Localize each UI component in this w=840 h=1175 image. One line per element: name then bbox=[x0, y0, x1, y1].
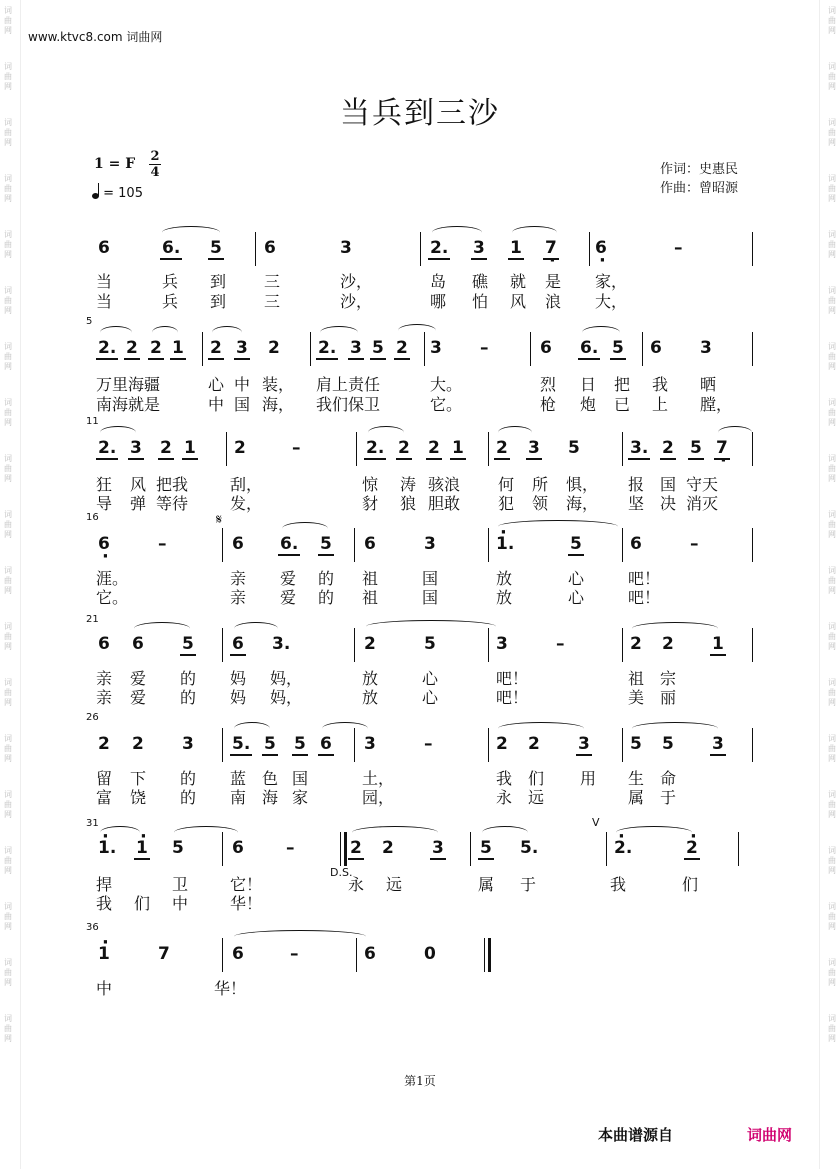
breath-mark: V bbox=[592, 816, 600, 829]
measure-number: 5 bbox=[86, 316, 93, 327]
measure-number: 11 bbox=[86, 416, 99, 427]
tempo-value: = 105 bbox=[103, 186, 143, 201]
side-watermark-left: 词 曲 网 词 曲 网 词 曲 网 词 曲 网 词 曲 网 词 曲 网 词 曲 网 词 曲 网 词 曲 网 词 曲 网 词 曲 网 词 曲 网 词 曲 网 词 曲 网 词 曲 网 词 曲 网 词 曲 网 词 曲 网 词 曲 网 bbox=[4, 6, 12, 1043]
footer-source: 本曲谱源自 bbox=[598, 1126, 674, 1144]
quarter-note-icon bbox=[92, 193, 99, 199]
measure-number: 21 bbox=[86, 614, 99, 625]
ds-mark: D.S. bbox=[330, 866, 353, 879]
page-number: 第1页 bbox=[404, 1074, 436, 1088]
footer-brand: 词曲网 bbox=[747, 1126, 793, 1144]
segno-icon: 𝄋 bbox=[216, 512, 223, 528]
side-watermark-right: 词 曲 网 词 曲 网 词 曲 网 词 曲 网 词 曲 网 词 曲 网 词 曲 网 词 曲 网 词 曲 网 词 曲 网 词 曲 网 词 曲 网 词 曲 网 词 曲 网 词 曲 网 词 曲 网 词 曲 网 词 曲 网 词 曲 网 bbox=[828, 6, 836, 1043]
credits bbox=[660, 160, 738, 198]
measure-number: 31 bbox=[86, 818, 99, 829]
tempo-mark bbox=[92, 186, 143, 201]
measure-number: 26 bbox=[86, 712, 99, 723]
right-border bbox=[819, 0, 820, 1169]
left-border bbox=[20, 0, 21, 1169]
time-signature bbox=[149, 150, 161, 179]
site-watermark: www.ktvc8.com 词曲网 bbox=[28, 30, 163, 44]
measure-number: 16 bbox=[86, 512, 99, 523]
measure-number: 36 bbox=[86, 922, 99, 933]
time-numerator: 2 bbox=[150, 149, 160, 164]
composer: 作曲：曾昭源 bbox=[660, 181, 739, 196]
song-title: 当兵到三沙 bbox=[340, 96, 500, 131]
key-signature: 1 = F bbox=[94, 156, 136, 172]
time-denominator: 4 bbox=[150, 165, 160, 180]
lyricist: 作词：史惠民 bbox=[660, 162, 739, 177]
